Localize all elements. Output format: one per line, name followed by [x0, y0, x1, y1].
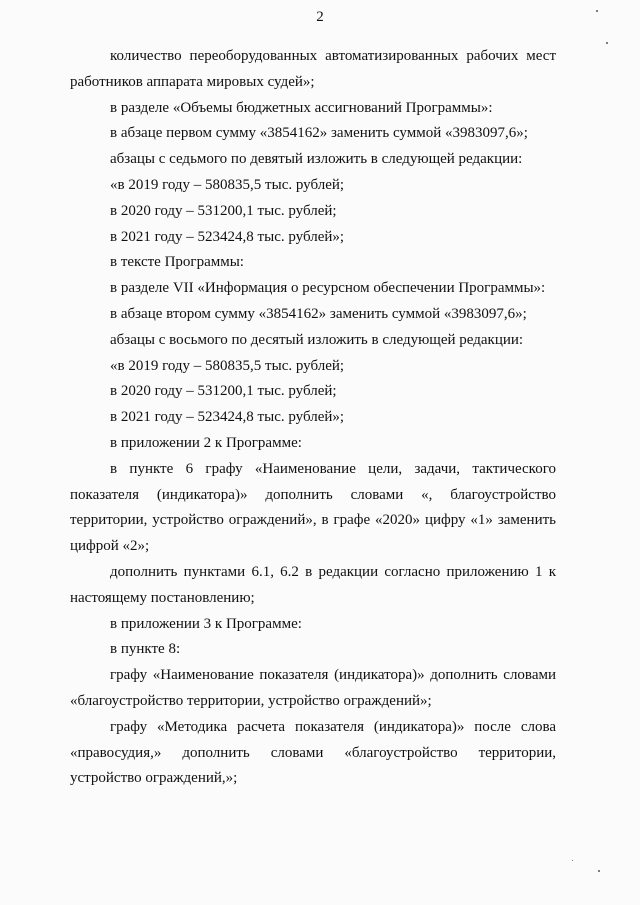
text-line: показателя (индикатора)» дополнить словами «, благоустройство: [70, 486, 556, 503]
text-line: графу «Методика расчета показателя (индикатора)» после слова: [110, 718, 556, 735]
paragraph: «в 2019 году – 580835,5 тыс. рублей;: [110, 176, 345, 193]
text-line: цифрой «2»;: [70, 538, 150, 555]
text-line: «благоустройство территории, устройство ограждений»;: [70, 692, 432, 709]
text-line: «правосудия,» дополнить словами «благоустройство территории,: [70, 744, 556, 761]
text-line: настоящему постановлению;: [70, 589, 255, 606]
page-number: 2: [316, 9, 324, 25]
scan-speck: [572, 860, 573, 861]
paragraph: в абзаце втором сумму «3854162» заменить суммой «3983097,6»;: [110, 305, 527, 322]
scan-speck: [596, 10, 598, 12]
scan-speck: [598, 870, 600, 872]
paragraph: в абзаце первом сумму «3854162» заменить суммой «3983097,6»;: [110, 125, 528, 142]
paragraph: в 2021 году – 523424,8 тыс. рублей»;: [110, 228, 345, 245]
text-line: территории, устройство ограждений», в графе «2020» цифру «1» заменить: [70, 512, 556, 529]
text-line: дополнить пунктами 6.1, 6.2 в редакции согласно приложению 1 к: [110, 563, 556, 580]
paragraph: в 2020 году – 531200,1 тыс. рублей;: [110, 202, 337, 219]
text-line: устройство ограждений,»;: [70, 770, 238, 787]
text-line: количество переоборудованных автоматизированных рабочих мест: [110, 48, 556, 64]
paragraph: [70, 560, 556, 612]
paragraph: [70, 457, 556, 560]
text-line: графу «Наименование показателя (индикатора)» дополнить словами: [110, 667, 556, 684]
paragraph: абзацы с седьмого по девятый изложить в следующей редакции:: [110, 151, 523, 168]
paragraph: [70, 44, 556, 96]
document-body: [70, 44, 556, 792]
paragraph: в тексте Программы:: [110, 254, 244, 271]
paragraph: «в 2019 году – 580835,5 тыс. рублей;: [110, 357, 345, 374]
paragraph: в приложении 2 к Программе:: [110, 434, 302, 451]
text-line: в пункте 6 графу «Наименование цели, задачи, тактического: [110, 460, 556, 477]
paragraph: в пункте 8:: [110, 641, 181, 658]
paragraph: [70, 663, 556, 715]
scan-speck: [606, 42, 608, 44]
paragraph: абзацы с восьмого по десятый изложить в следующей редакции:: [110, 331, 524, 348]
paragraph: в 2020 году – 531200,1 тыс. рублей;: [110, 383, 337, 400]
paragraph: в 2021 году – 523424,8 тыс. рублей»;: [110, 409, 345, 426]
paragraph: в разделе VII «Информация о ресурсном обеспечении Программы»:: [110, 280, 546, 297]
paragraph: в разделе «Объемы бюджетных ассигнований Программы»:: [110, 99, 493, 116]
paragraph: [70, 715, 556, 792]
paragraph: в приложении 3 к Программе:: [110, 615, 302, 632]
text-line: работников аппарата мировых судей»;: [70, 73, 315, 90]
